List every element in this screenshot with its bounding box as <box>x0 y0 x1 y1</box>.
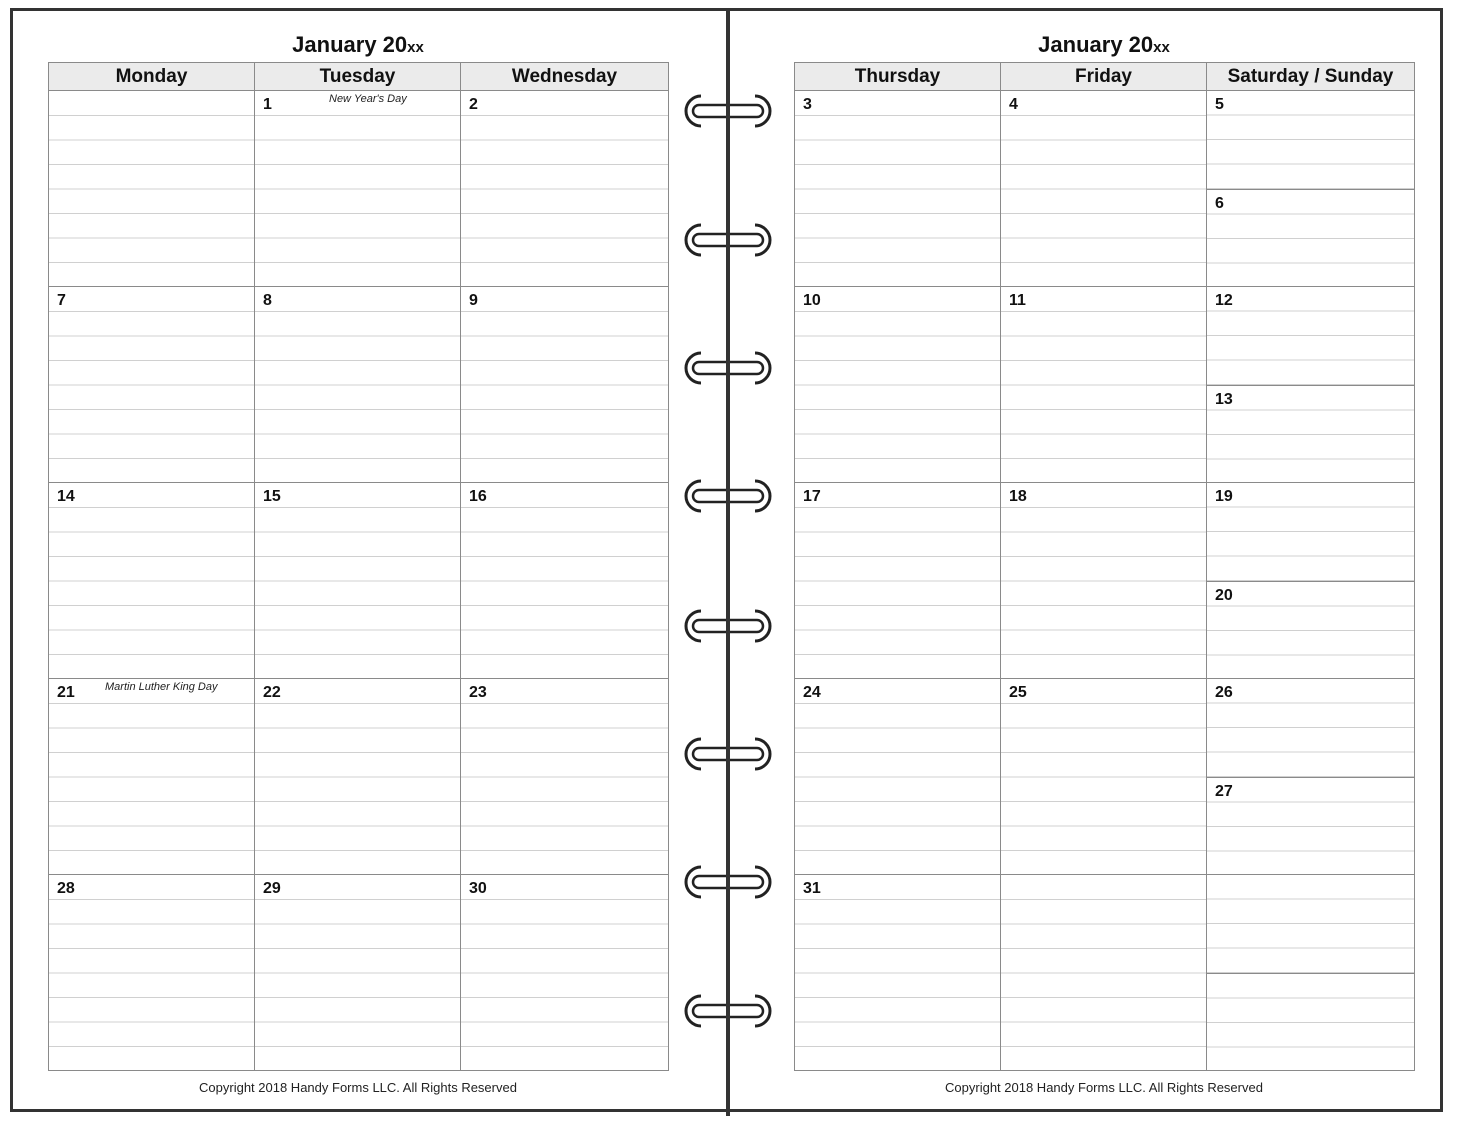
weekend-cell <box>1207 875 1415 1071</box>
day-cell[interactable] <box>1001 679 1207 875</box>
saturday-cell[interactable] <box>1207 483 1414 582</box>
left-page-title <box>48 32 668 58</box>
day-number: 16 <box>469 488 487 505</box>
week-row <box>49 287 669 483</box>
day-cell[interactable] <box>1001 483 1207 679</box>
day-number: 25 <box>1009 684 1027 701</box>
day-cell[interactable] <box>1001 875 1207 1071</box>
day-number: 13 <box>1215 390 1233 408</box>
day-cell[interactable] <box>49 91 255 287</box>
binder-ring-icon <box>683 864 773 900</box>
day-number: 17 <box>803 488 821 505</box>
week-row <box>49 483 669 679</box>
weekend-cell <box>1207 287 1415 483</box>
header-weekend: Saturday / Sunday <box>1207 63 1415 91</box>
weekend-cell <box>1207 91 1415 287</box>
left-header-row <box>49 63 669 91</box>
right-calendar-grid <box>794 62 1415 1071</box>
day-cell[interactable] <box>255 483 461 679</box>
sunday-cell[interactable] <box>1207 974 1414 1072</box>
day-number: 24 <box>803 684 821 701</box>
day-number: 8 <box>263 292 272 309</box>
day-number: 15 <box>263 488 281 505</box>
binder-ring-icon <box>683 222 773 258</box>
header-thursday: Thursday <box>795 63 1001 91</box>
binder-ring-icon <box>683 608 773 644</box>
day-number: 23 <box>469 684 487 701</box>
saturday-cell[interactable] <box>1207 679 1414 778</box>
day-cell[interactable] <box>795 287 1001 483</box>
day-cell[interactable] <box>795 875 1001 1071</box>
day-cell[interactable] <box>255 91 461 287</box>
week-row <box>795 679 1415 875</box>
day-number: 19 <box>1215 488 1233 505</box>
saturday-cell[interactable] <box>1207 91 1414 190</box>
header-friday: Friday <box>1001 63 1207 91</box>
saturday-cell[interactable] <box>1207 875 1414 974</box>
week-row <box>49 679 669 875</box>
day-cell[interactable] <box>1001 91 1207 287</box>
day-number: 30 <box>469 880 487 897</box>
day-cell[interactable] <box>461 679 669 875</box>
day-cell[interactable] <box>795 91 1001 287</box>
week-row <box>795 91 1415 287</box>
binder-ring-icon <box>683 993 773 1029</box>
week-row <box>49 91 669 287</box>
right-title-suffix: xx <box>1153 39 1170 56</box>
left-copyright-footer: Copyright 2018 Handy Forms LLC. All Rights Reserved <box>199 1080 517 1095</box>
day-number: 20 <box>1215 586 1233 604</box>
day-cell[interactable] <box>461 875 669 1071</box>
saturday-cell[interactable] <box>1207 287 1414 386</box>
day-cell[interactable] <box>49 287 255 483</box>
sunday-cell[interactable] <box>1207 386 1414 484</box>
weekend-cell <box>1207 483 1415 679</box>
day-cell[interactable] <box>1001 287 1207 483</box>
day-cell[interactable] <box>49 679 255 875</box>
day-cell[interactable] <box>49 875 255 1071</box>
header-monday: Monday <box>49 63 255 91</box>
binder-ring-icon <box>683 93 773 129</box>
sunday-cell[interactable] <box>1207 778 1414 876</box>
day-number: 27 <box>1215 782 1233 800</box>
week-row <box>795 483 1415 679</box>
right-copyright-footer: Copyright 2018 Handy Forms LLC. All Rights Reserved <box>945 1080 1263 1095</box>
binder-ring-icon <box>683 478 773 514</box>
left-title-suffix: xx <box>407 39 424 56</box>
day-number: 2 <box>469 96 478 113</box>
right-header-row <box>795 63 1415 91</box>
day-number: 28 <box>57 880 75 897</box>
right-title-month: January 20 <box>1038 32 1154 57</box>
day-number: 26 <box>1215 684 1233 701</box>
day-cell[interactable] <box>255 875 461 1071</box>
day-cell[interactable] <box>49 483 255 679</box>
binder-ring-icon <box>683 350 773 386</box>
day-number: 22 <box>263 684 281 701</box>
header-tuesday: Tuesday <box>255 63 461 91</box>
day-cell[interactable] <box>255 287 461 483</box>
week-row <box>795 287 1415 483</box>
day-number: 9 <box>469 292 478 309</box>
holiday-label: New Year's Day <box>329 93 407 105</box>
day-number: 3 <box>803 96 812 113</box>
day-number: 4 <box>1009 96 1018 113</box>
day-cell[interactable] <box>255 679 461 875</box>
day-cell[interactable] <box>461 91 669 287</box>
day-number: 1 <box>263 96 272 113</box>
header-wednesday: Wednesday <box>461 63 669 91</box>
right-page-title <box>794 32 1414 58</box>
day-cell[interactable] <box>461 287 669 483</box>
day-number: 6 <box>1215 194 1224 212</box>
day-number: 18 <box>1009 488 1027 505</box>
day-cell[interactable] <box>461 483 669 679</box>
day-cell[interactable] <box>795 483 1001 679</box>
week-row <box>795 875 1415 1071</box>
day-number: 10 <box>803 292 821 309</box>
day-number: 7 <box>57 292 66 309</box>
day-number: 12 <box>1215 292 1233 309</box>
left-calendar-grid <box>48 62 669 1071</box>
week-row <box>49 875 669 1071</box>
day-number: 29 <box>263 880 281 897</box>
sunday-cell[interactable] <box>1207 190 1414 288</box>
weekend-cell <box>1207 679 1415 875</box>
day-number: 5 <box>1215 96 1224 113</box>
day-number: 31 <box>803 880 821 897</box>
left-title-month: January 20 <box>292 32 408 57</box>
day-number: 11 <box>1009 292 1026 309</box>
day-number: 14 <box>57 488 75 505</box>
day-cell[interactable] <box>795 679 1001 875</box>
day-number: 21 <box>57 684 75 701</box>
holiday-label: Martin Luther King Day <box>105 681 218 693</box>
binder-ring-icon <box>683 736 773 772</box>
binder-spine <box>726 8 730 1116</box>
sunday-cell[interactable] <box>1207 582 1414 680</box>
